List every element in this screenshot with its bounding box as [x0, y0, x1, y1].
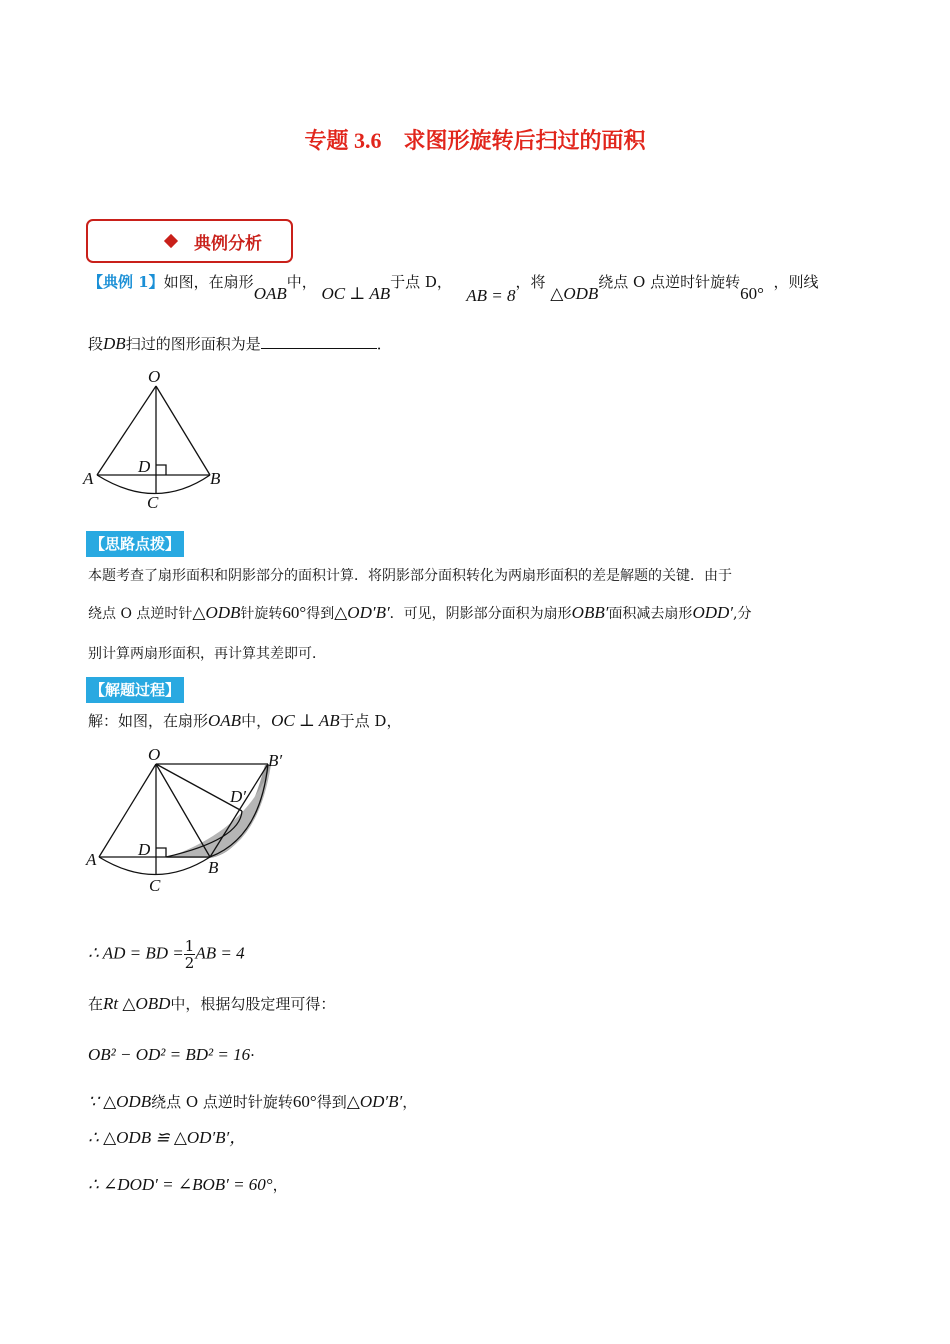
- diamond-icon: [164, 234, 178, 248]
- right-angle-mark: [156, 465, 166, 475]
- figure-1: [80, 362, 240, 517]
- label-c: C: [149, 876, 161, 895]
- text: 段: [88, 335, 104, 353]
- math: ODD′: [692, 603, 733, 622]
- math: OC ⊥ AB: [271, 711, 340, 730]
- math: ∴ ∠DOD′ = ∠BOB′ = 60°: [88, 1175, 273, 1194]
- label-c: C: [147, 493, 159, 512]
- label-o: O: [148, 367, 161, 386]
- label-b: B: [208, 858, 219, 877]
- label-a: A: [86, 850, 97, 869]
- text: 于点 D，: [339, 712, 402, 730]
- hint-line-3: 别计算两扇形面积，再计算其差即可．: [88, 646, 326, 662]
- page-title: 专题 3.6 求图形旋转后扫过的面积: [304, 128, 646, 153]
- math: AB = 4: [195, 943, 245, 963]
- line-ob: [156, 386, 210, 475]
- math: OAB: [253, 284, 287, 303]
- text: ，则线: [773, 273, 819, 291]
- text: 解：如图，在扇形: [88, 712, 209, 730]
- label-d-prime: D′: [230, 787, 246, 806]
- solution-line-1: [88, 711, 401, 731]
- section-label: 典例分析: [194, 233, 262, 254]
- text: 绕点 O 点逆时针旋转: [598, 273, 741, 291]
- text: 如图，在扇形: [163, 273, 254, 291]
- text: 得到: [306, 606, 335, 622]
- solution-tag: 【解题过程】: [86, 677, 184, 703]
- label-b: B: [210, 469, 221, 488]
- text: 于点 D，: [390, 273, 452, 291]
- hint-line-1: 本题考查了扇形面积和阴影部分的面积计算．将阴影部分面积转化为两扇形面积的差是解题的关键．由于: [88, 568, 732, 584]
- hint-line-2: [88, 603, 751, 624]
- math: AB = 8: [466, 286, 516, 305]
- label-d: D: [138, 457, 151, 476]
- text: ·: [250, 1046, 255, 1064]
- arc-ab: [97, 475, 210, 494]
- label-a: A: [83, 469, 94, 488]
- text: ，将: [515, 273, 546, 291]
- solution-line-3: [88, 994, 335, 1014]
- math: OBB′: [571, 603, 609, 622]
- example-line-2: [88, 332, 392, 354]
- fraction-half: [184, 938, 196, 971]
- numerator: 1: [184, 937, 195, 955]
- math: OC ⊥ AB: [321, 284, 391, 303]
- text: 在: [88, 995, 104, 1013]
- hint-tag: 【思路点拨】: [86, 531, 184, 557]
- line-b-prime-b: [210, 764, 268, 857]
- text: ．可见，阴影部分面积为扇形: [389, 606, 572, 622]
- label-b-prime: B′: [268, 751, 283, 770]
- math: △ODB: [192, 603, 241, 622]
- solution-line-6: [88, 1128, 246, 1148]
- line-ob: [156, 764, 210, 857]
- text: 针旋转: [240, 606, 283, 622]
- denominator: 2: [184, 954, 195, 972]
- answer-blank: [261, 332, 377, 349]
- arc-ab: [99, 857, 210, 875]
- math: DB: [103, 334, 126, 353]
- solution-line-5: [88, 1092, 417, 1112]
- solution-line-7: [88, 1175, 288, 1195]
- label-d: D: [138, 840, 151, 859]
- equation-1: [88, 938, 245, 971]
- math: △ODB: [550, 284, 599, 303]
- math: 60°: [740, 284, 764, 303]
- math: Rt △OBD: [103, 994, 171, 1013]
- example-tag: 【典例 1】: [88, 273, 164, 291]
- text: 中，根据勾股定理可得：: [170, 995, 336, 1013]
- example-line-1: [88, 272, 819, 305]
- text: ．: [376, 335, 392, 353]
- text: 扫过的图形面积为是: [125, 335, 261, 353]
- text: ,分: [733, 606, 752, 622]
- section-header: [86, 219, 293, 263]
- label-o: O: [148, 745, 161, 764]
- right-angle-mark: [156, 848, 166, 857]
- text: ，: [272, 1176, 288, 1194]
- math: 60°: [292, 1092, 317, 1111]
- math: △OD′B′: [334, 603, 390, 622]
- figure-2: [80, 740, 295, 895]
- text: 得到: [316, 1093, 347, 1111]
- math: ∴ AD = BD =: [88, 943, 184, 963]
- math: ∵ △ODB: [88, 1092, 152, 1111]
- text: 中，: [286, 273, 317, 291]
- math: OB² − OD² = BD² = 16: [88, 1045, 251, 1064]
- text: 面积减去扇形: [608, 606, 693, 622]
- math: OAB: [208, 711, 242, 730]
- math: ∴ △ODB ≌ △OD′B′，: [88, 1128, 247, 1147]
- text: 绕点 O 点逆时针旋转: [151, 1093, 293, 1111]
- equation-2: [88, 1045, 255, 1065]
- math: △OD′B′: [346, 1092, 403, 1111]
- math: 60°: [282, 603, 307, 622]
- text: 绕点 O 点逆时针: [88, 606, 193, 622]
- text: 中，: [241, 712, 272, 730]
- text: ，: [402, 1093, 418, 1111]
